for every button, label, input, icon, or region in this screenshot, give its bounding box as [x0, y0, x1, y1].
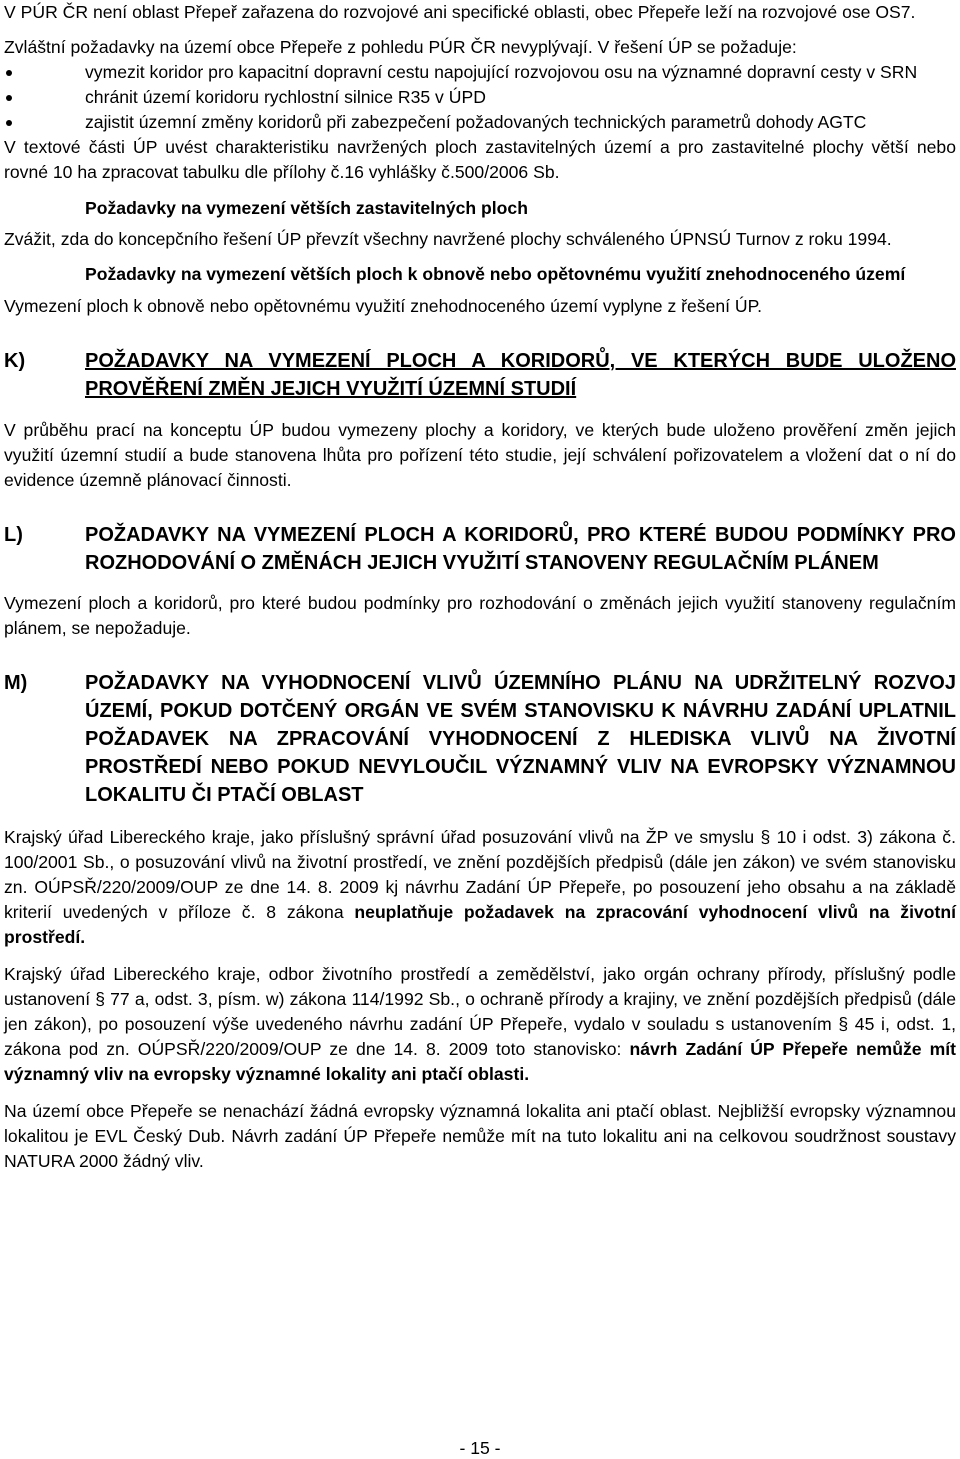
intro-paragraph-2: Zvláštní požadavky na území obce Přepeře z pohledu PÚR ČR nevyplývají. V řešení ÚP se požaduje: — [4, 37, 797, 57]
section-k-text: V průběhu prací na konceptu ÚP budou vymezeny plochy a koridory, ve kterých bude uloženo prověření změn jejich využití územní studií a bude stanovena lhůta pro pořízení této studie, její schválení pořizovatelem a vložení dat o ní do evidence územně plánovací činnosti. — [4, 420, 956, 490]
section-m-paragraph-1: Krajský úřad Libereckého kraje, jako příslušný správní úřad posuzování vlivů na ŽP ve smyslu § 10 i odst. 3) zákona č. 100/2001 Sb., o posuzování vlivů na životní prostředí, ve znění pozdějších předpisů (dále jen zákon) ve svém stanovisku zn. OÚPSŘ/220/2009/OUP ze dne 14. 8. 2009 kj návrhu Zadání ÚP Přepeře, po posouzení jeho obsahu a na základě kriterií uvedených v příloze č. 8 zákona neuplatňuje požadavek na zpracování vyhodnocení vlivů na životní prostředí. — [4, 827, 956, 947]
bullet-icon — [6, 95, 12, 101]
section-m-paragraph-2: Krajský úřad Libereckého kraje, odbor životního prostředí a zemědělství, jako orgán ochrany přírody, příslušný podle ustanovení § 77 a, odst. 3, písm. w) zákona 114/1992 Sb., o ochraně přírody a krajiny, ve znění pozdějších předpisů (dále jen zákon), po posouzení výše uvedeného návrhu zadání ÚP Přepeře, vydalo v souladu s ustanovením § 45 i, odst. 1, zákona pod zn. OÚPSŘ/220/2009/OUP ze dne 14. 8. 2009 toto stanovisko: návrh Zadání ÚP Přepeře nemůže mít významný vliv na evropsky významné lokality ani ptačí oblasti. — [4, 964, 956, 1084]
list-item: zajistit územní změny koridorů při zabezpečení požadovaných technických parametrů dohody AGTC — [4, 110, 956, 135]
requirements-list — [4, 60, 956, 135]
section-l-letter: L) — [4, 524, 23, 546]
subsection-text-2: Vymezení ploch k obnově nebo opětovnému využití znehodnoceného území vyplyne z řešení ÚP. — [4, 296, 762, 316]
section-m-heading — [4, 669, 956, 809]
subsection-heading-1: Požadavky na vymezení větších zastavitelných ploch — [85, 198, 528, 218]
section-k-letter: K) — [4, 350, 26, 372]
subsection-text-1: Zvážit, zda do koncepčního řešení ÚP převzít všechny navržené plochy schváleného ÚPNSÚ Turnov z roku 1994. — [4, 229, 892, 249]
section-l-title: POŽADAVKY NA VYMEZENÍ PLOCH A KORIDORŮ, PRO KTERÉ BUDOU PODMÍNKY PRO ROZHODOVÁNÍ O ZMĚNÁCH JEJICH VYUŽITÍ STANOVENY REGULAČNÍM PLÁNEM — [85, 524, 956, 574]
list-item: chránit území koridoru rychlostní silnice R35 v ÚPD — [4, 85, 956, 110]
bullet-icon — [6, 120, 12, 126]
section-k-heading — [4, 347, 956, 403]
intro-paragraph-1: V PÚR ČR není oblast Přepeř zařazena do rozvojové ani specifické oblasti, obec Přepeře leží na rozvojové ose OS7. — [4, 2, 916, 22]
section-m-title: POŽADAVKY NA VYHODNOCENÍ VLIVŮ ÚZEMNÍHO PLÁNU NA UDRŽITELNÝ ROZVOJ ÚZEMÍ, POKUD DOTČENÝ ORGÁN VE SVÉM STANOVISKU K NÁVRHU ZADÁNÍ UPLATNIL POŽADAVEK NA ZPRACOVÁNÍ VYHODNOCENÍ Z HLEDISKA VLIVŮ NA ŽIVOTNÍ PROSTŘEDÍ NEBO POKUD NEVYLOUČIL VÝZNAMNÝ VLIV NA EVROPSKY VÝZNAMNOU LOKALITU ČI PTAČÍ OBLAST — [85, 672, 956, 806]
subsection-heading-2: Požadavky na vymezení větších ploch k obnově nebo opětovnému využití znehodnoceného území — [85, 264, 906, 284]
section-m-paragraph-3: Na území obce Přepeře se nenachází žádná evropsky významná lokalita ani ptačí oblast. Nejbližší evropsky významnou lokalitou je EVL Český Dub. Návrh zadání ÚP Přepeře nemůže mít na tuto lokalitu ani na celkovou soudržnost soustavy NATURA 2000 žádný vliv. — [4, 1101, 956, 1171]
section-k-title: POŽADAVKY NA VYMEZENÍ PLOCH A KORIDORŮ, VE KTERÝCH BUDE ULOŽENO PROVĚŘENÍ ZMĚN JEJICH VYUŽITÍ ÚZEMNÍ STUDIÍ — [85, 350, 956, 400]
page-number: - 15 - — [459, 1438, 501, 1458]
section-m-letter: M) — [4, 672, 28, 694]
list-item: vymezit koridor pro kapacitní dopravní cestu napojující rozvojovou osu na významné dopravní cesty v SRN — [4, 60, 956, 85]
section-l-text: Vymezení ploch a koridorů, pro které budou podmínky pro rozhodování o změnách jejich využití stanoveny regulačním plánem, se nepožaduje. — [4, 593, 956, 638]
section-l-heading — [4, 521, 956, 577]
intro-paragraph-3: V textové části ÚP uvést charakteristiku navržených ploch zastavitelných území a pro zastavitelné plochy větší nebo rovné 10 ha zpracovat tabulku dle přílohy č.16 vyhlášky č.500/2006 Sb. — [4, 137, 956, 182]
bullet-icon — [6, 70, 12, 76]
